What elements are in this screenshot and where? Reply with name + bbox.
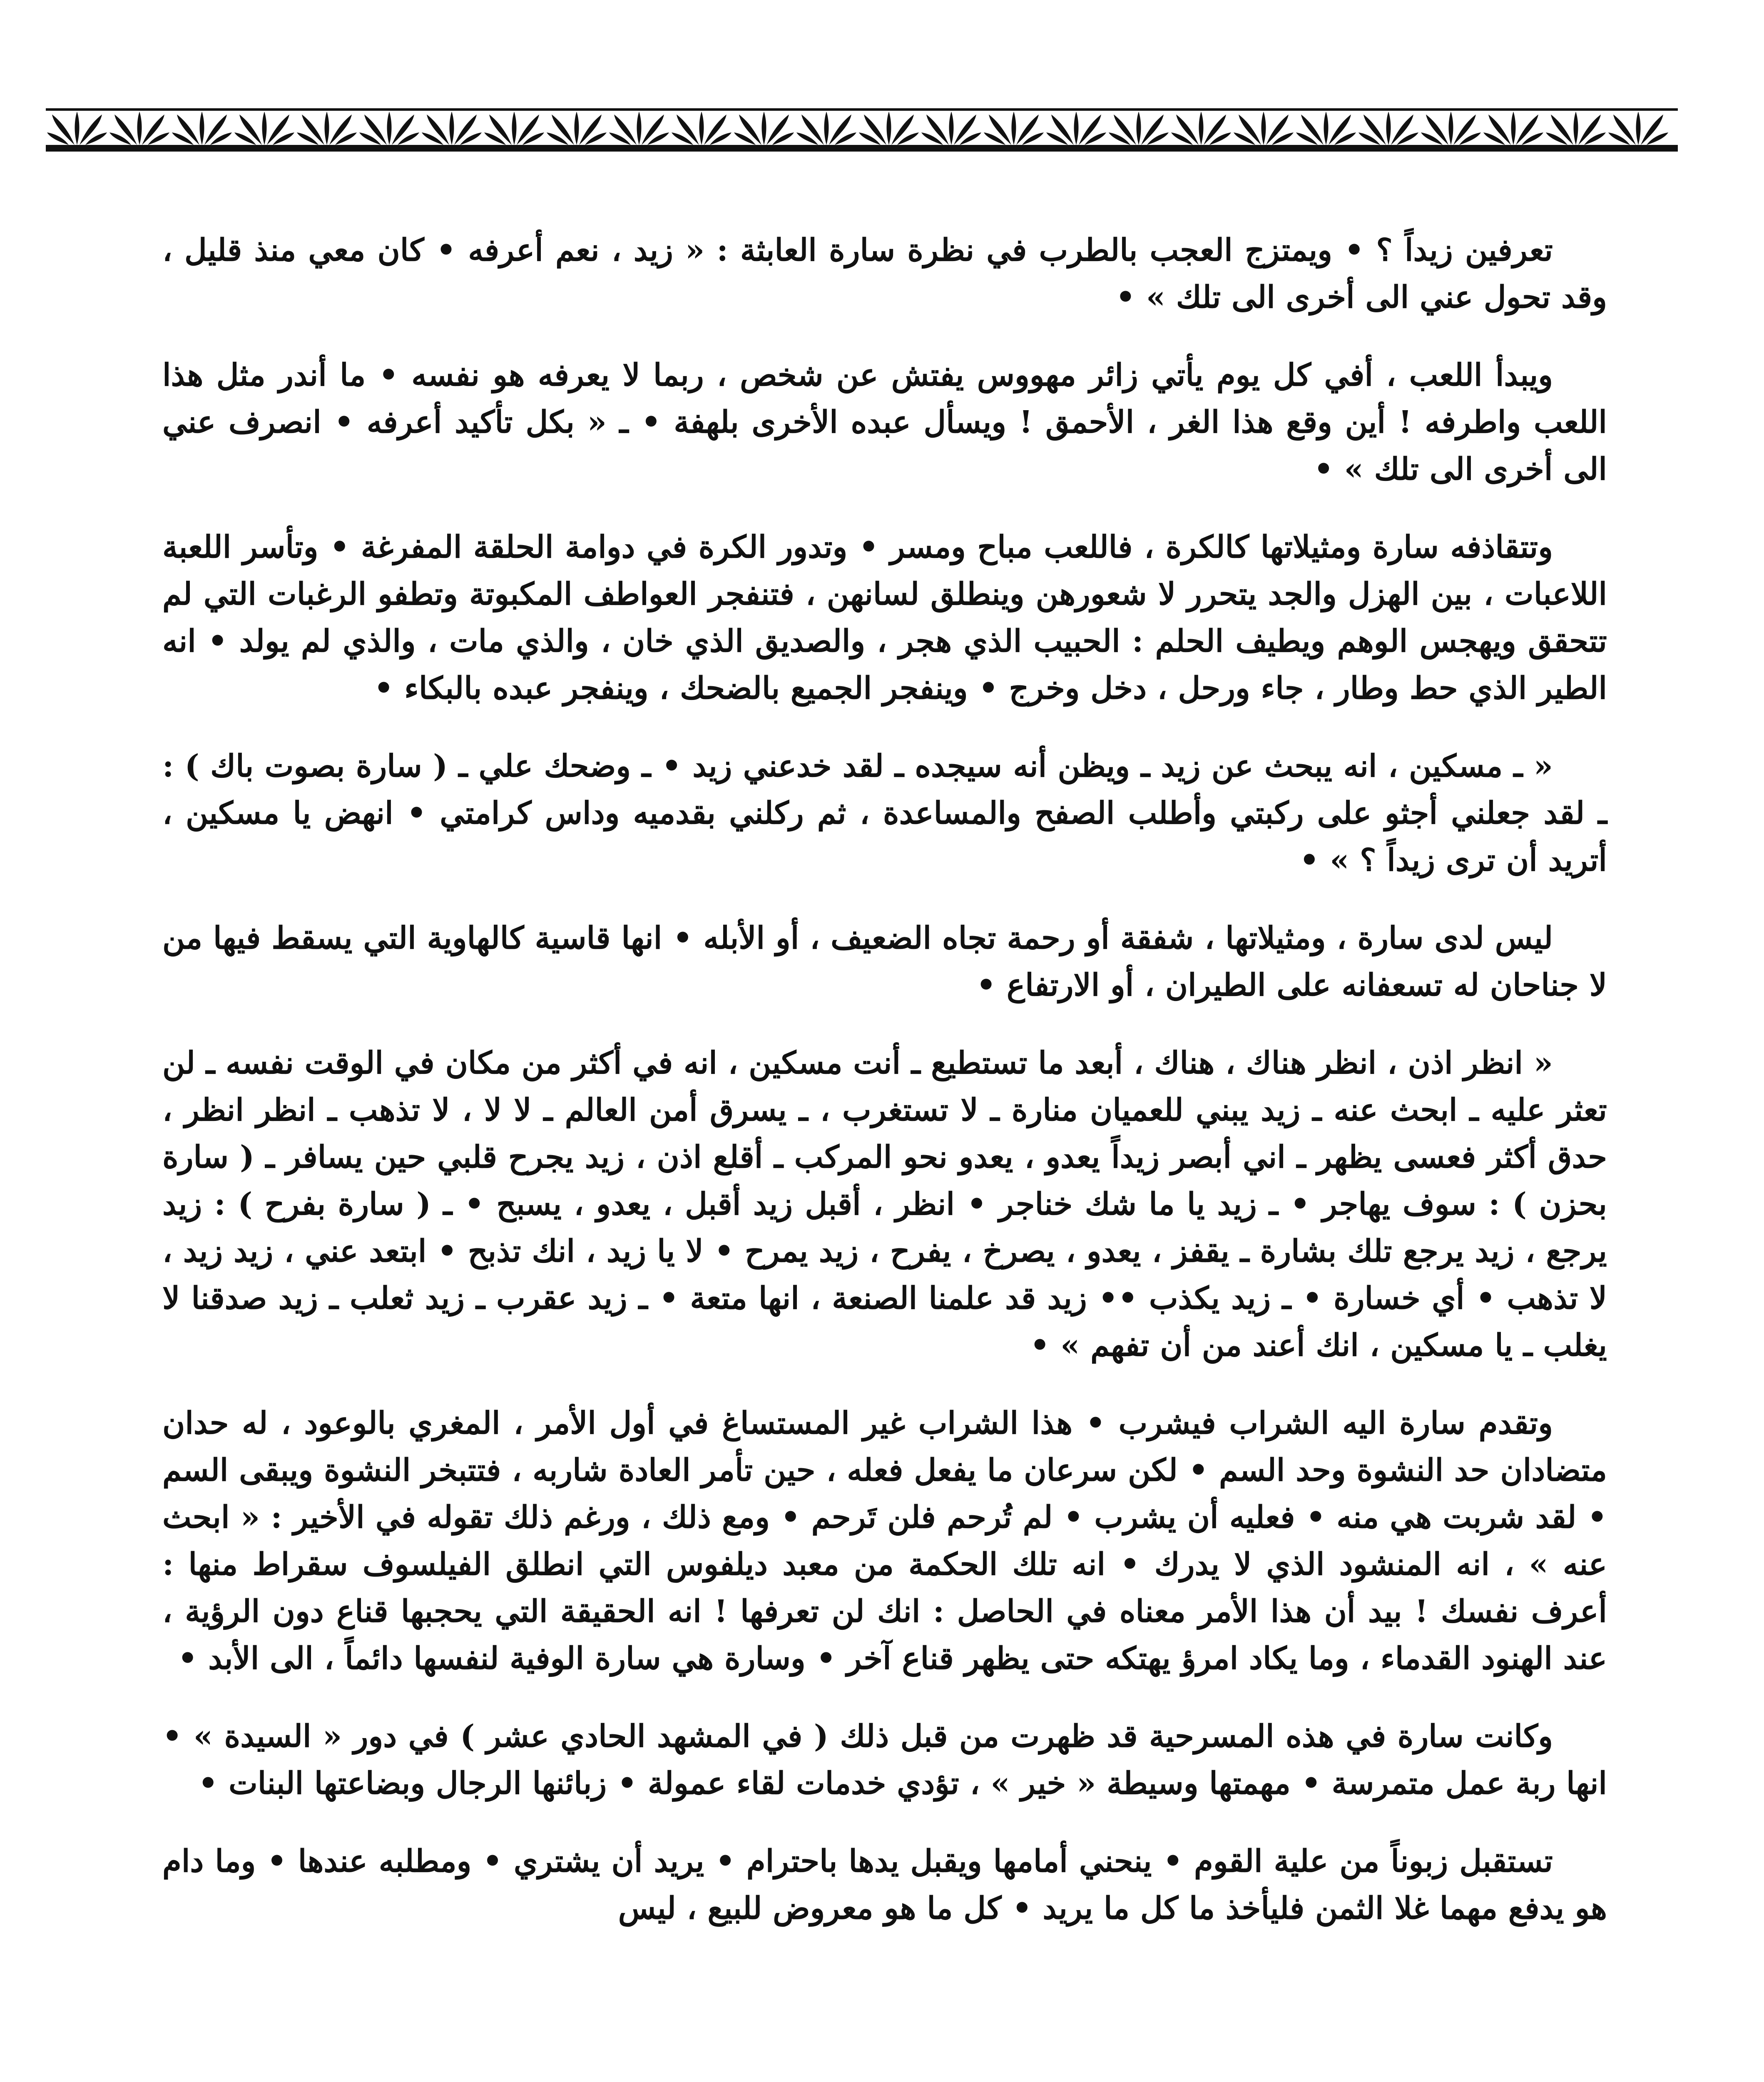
ornament-motif [796, 112, 856, 145]
ornament-motif [109, 112, 169, 145]
paragraph-5: ليس لدى سارة ، ومثيلاتها ، شفقة أو رحمة تجاه الضعيف ، أو الأبله • انها قاسية كالهاوية التي يسقط فيها من لا جناحان له تسعفانه على الطيران ، أو الارتفاع • [162, 920, 1607, 1003]
ornament-border-graphic [46, 96, 1678, 158]
ornament-motif [172, 112, 232, 145]
ornament-motif [1483, 112, 1543, 145]
paragraph-4: « ـ مسكين ، انه يبحث عن زيد ـ ويظن أنه سيجده ـ لقد خدعني زيد • ـ وضحك علي ـ ( سارة بصوت باك ) : ـ لقد جعلني أجثو على ركبتي وأطلب الصفح والمساعدة ، ثم ركلني بقدميه وداس كرامتي • انهض يا مسكين ، أتريد أن ترى زيداً ؟ » • [162, 748, 1607, 878]
ornament-motif [234, 112, 294, 145]
ornament-motif [47, 112, 107, 145]
article-body [162, 227, 1607, 1963]
ornament-motif [921, 112, 981, 145]
ornament-motif [1546, 112, 1606, 145]
paragraph-7: وتقدم سارة اليه الشراب فيشرب • هذا الشراب غير المستساغ في أول الأمر ، المغري بالوعود ، له حدان متضادان حد النشوة وحد السم • لكن سرعان ما يفعل فعله ، حين تأمر العادة شاربه ، فتتبخر النشوة ويبقى السم • لقد شربت هي منه • فعليه أن يشرب • لم تُرحم فلن تَرحم • ومع ذلك ، ورغم ذلك تقوله في الأخير : « ابحث عنه » ، انه المنشود الذي لا يدرك • انه تلك الحكمة من معبد ديلفوس التي انطلق الفيلسوف سقراط منها : أعرف نفسك ! بيد أن هذا الأمر معناه في الحاصل : انك لن تعرفها ! انه الحقيقة التي يحجبها قناع دون الرؤية ، عند الهنود القدماء ، وما يكاد امرؤ يهتكه حتى يظهر قناع آخر • وسارة هي سارة الوفية لنفسها دائماً ، الى الأبد • [162, 1405, 1607, 1676]
ornament-motif [359, 112, 419, 145]
ornament-motif [672, 112, 731, 145]
paragraph-6: « انظر اذن ، انظر هناك ، هناك ، أبعد ما تستطيع ـ أنت مسكين ، انه في أكثر من مكان في الوقت نفسه ـ لن تعثر عليه ـ ابحث عنه ـ زيد يبني للعميان منارة ـ لا تستغرب ، ـ يسرق أمن العالم ـ لا لا ، لا تذهب ـ انظر انظر ، حدق أكثر فعسى يظهر ـ اني أبصر زيداً يعدو ، يعدو نحو المركب ـ أقلع اذن ، زيد يجرح قلبي حين يسافر ـ ( سارة بحزن ) : سوف يهاجر • ـ زيد يا ما شك خناجر • انظر ، أقبل زيد أقبل ، يعدو ، يسبح • ـ ( سارة بفرح ) : زيد يرجع ، زيد يرجع تلك بشارة ـ يقفز ، يعدو ، يصرخ ، يفرح ، زيد يمرح • لا يا زيد ، انك تذبح • ابتعد عني ، زيد زيد ، لا تذهب • أي خسارة • ـ زيد يكذب •• زيد قد علمنا الصنعة ، انها متعة • ـ زيد عقرب ـ زيد ثعلب ـ زيد صدقنا لا يغلب ـ يا مسكين ، انك أعند من أن تفهم » • [162, 1045, 1607, 1363]
paragraph-3: وتتقاذفه سارة ومثيلاتها كالكرة ، فاللعب مباح ومسر • وتدور الكرة في دوامة الحلقة المفرغة • وتأسر اللعبة اللاعبات ، بين الهزل والجد يتحرر لا شعورهن وينطلق لسانهن ، فتنفجر العواطف المكبوتة وتطفو الرغبات التي لم تتحقق ويهجس الوهم ويطيف الحلم : الحبيب الذي هجر ، والصديق الذي خان ، والذي مات ، والذي لم يولد • انه الطير الذي حط وطار ، جاء ورحل ، دخل وخرج • وينفجر الجميع بالضحك ، وينفجر عبده بالبكاء • [162, 529, 1607, 706]
ornament-motif [1296, 112, 1356, 145]
ornament-motif [1608, 112, 1668, 145]
ornament-motif [297, 112, 357, 145]
ornament-motif [1421, 112, 1481, 145]
ornament-motif [609, 112, 669, 145]
ornament-motif [1109, 112, 1169, 145]
ornament-motif [859, 112, 919, 145]
ornament-motif [547, 112, 607, 145]
paragraph-1: تعرفين زيداً ؟ • ويمتزج العجب بالطرب في نظرة سارة العابثة : « زيد ، نعم أعرفه • كان معي منذ قليل ، وقد تحول عني الى أخرى الى تلك » • [162, 232, 1607, 315]
ornament-motif [1046, 112, 1106, 145]
ornament-motif [734, 112, 794, 145]
ornament-motif [422, 112, 482, 145]
ornament-motif [1234, 112, 1294, 145]
paragraph-2: ويبدأ اللعب ، أفي كل يوم يأتي زائر مهووس يفتش عن شخص ، ربما لا يعرفه هو نفسه • ما أندر مثل هذا اللعب واطرفه ! أين وقع هذا الغر ، الأحمق ! ويسأل عبده الأخرى بلهفة • ـ « بكل تأكيد أعرفه • انصرف عني الى أخرى الى تلك » • [162, 357, 1607, 487]
ornament-motif [1358, 112, 1418, 145]
ornament-motif [1171, 112, 1231, 145]
paragraph-9: تستقبل زبوناً من علية القوم • ينحني أمامها ويقبل يدها باحترام • يريد أن يشتري • ومطلبه عندها • وما دام هو يدفع مهما غلا الثمن فليأخذ ما كل ما يريد • كل ما هو معروض للبيع ، ليس [162, 1843, 1607, 1926]
ornament-motif [484, 112, 544, 145]
paragraph-8: وكانت سارة في هذه المسرحية قد ظهرت من قبل ذلك ( في المشهد الحادي عشر ) في دور « السيدة » • انها ربة عمل متمرسة • مهمتها وسيطة « خير » ، تؤدي خدمات لقاء عمولة • زبائنها الرجال وبضاعتها البنات • [162, 1718, 1607, 1801]
decorative-header-border [46, 96, 1678, 158]
ornament-motif [984, 112, 1044, 145]
